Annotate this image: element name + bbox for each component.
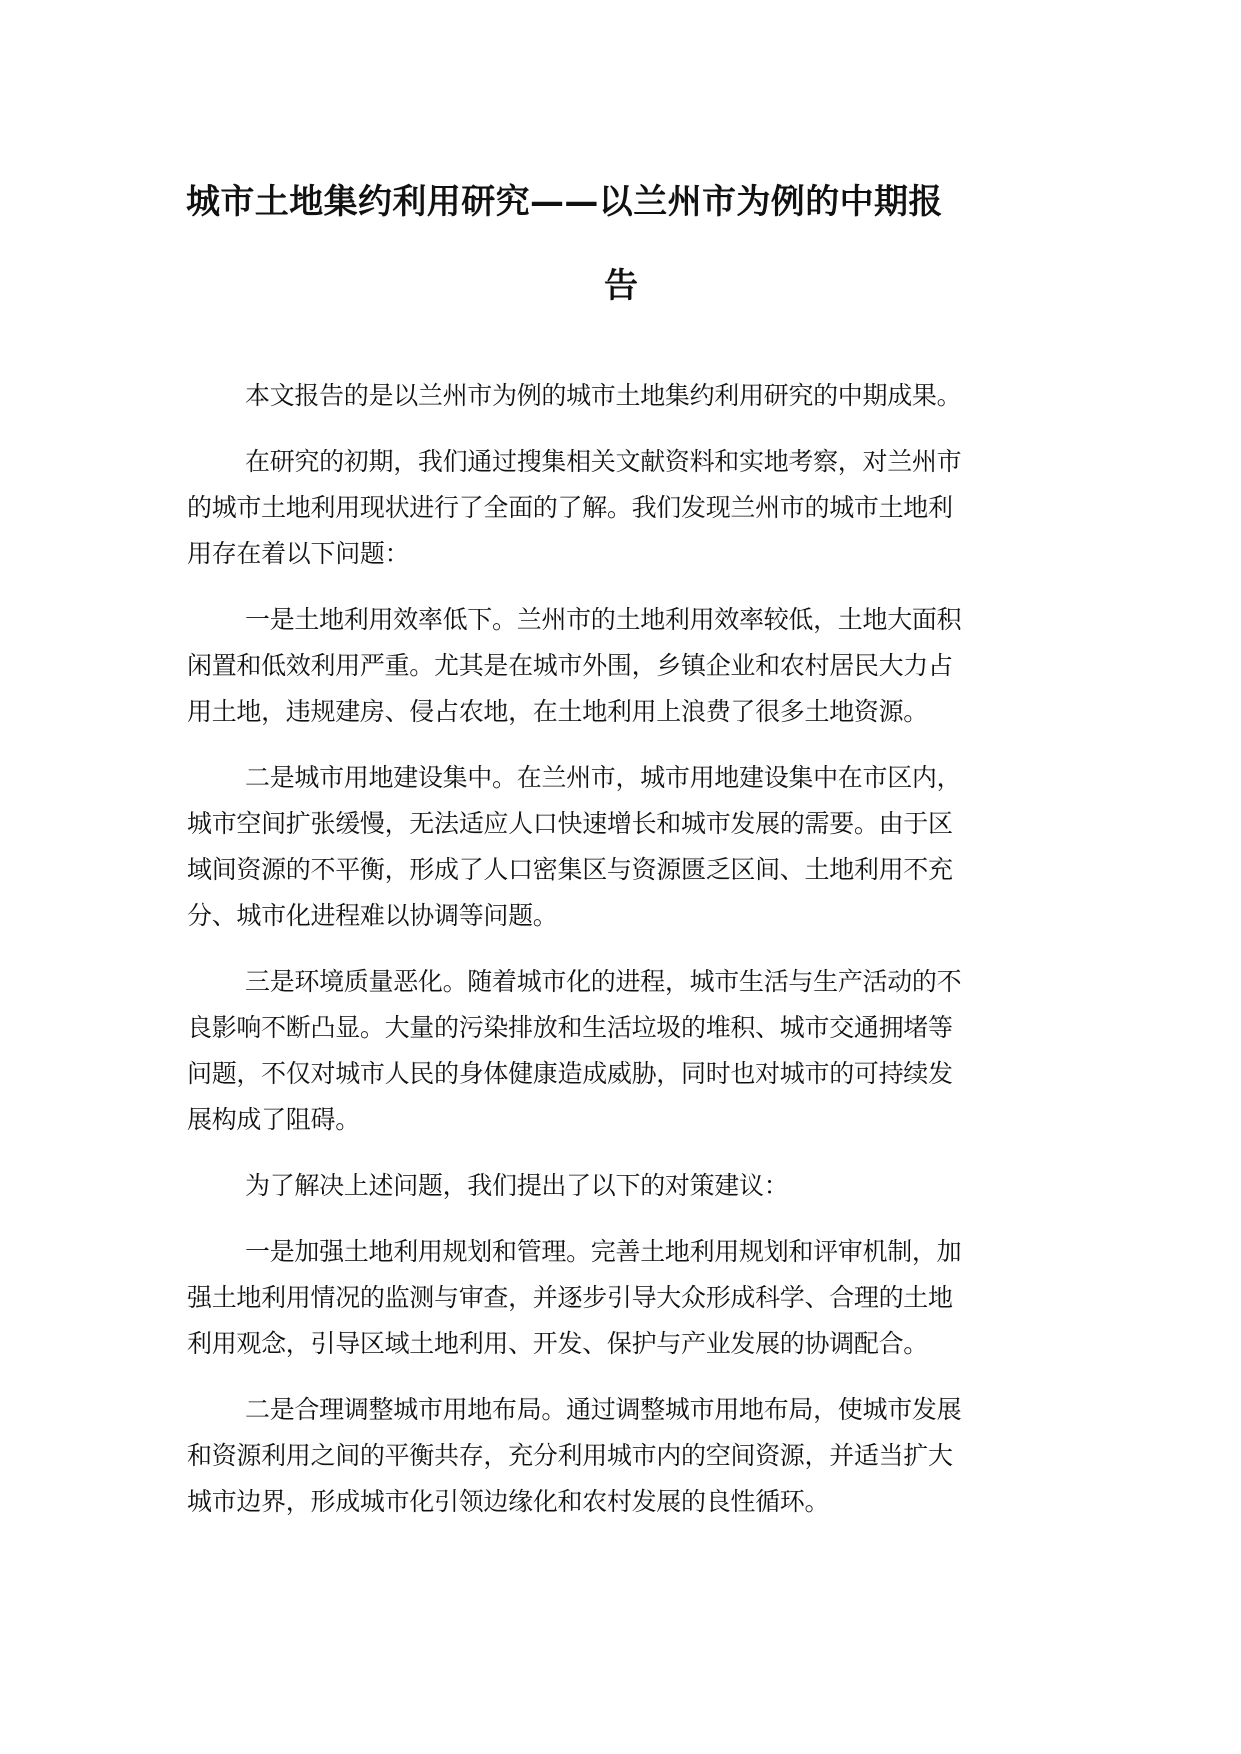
paragraph — [187, 597, 1047, 735]
paragraph — [187, 959, 1047, 1143]
paragraph — [187, 1387, 1047, 1525]
paragraph-line: 用土地，违规建房、侵占农地，在土地利用上浪费了很多土地资源。 — [187, 697, 929, 726]
paragraph-line: 为了解决上述问题，我们提出了以下的对策建议： — [245, 1171, 789, 1200]
paragraph-line: 分、城市化进程难以协调等问题。 — [187, 901, 558, 930]
paragraph-line: 问题，不仅对城市人民的身体健康造成威胁，同时也对城市的可持续发 — [187, 1059, 953, 1088]
paragraph-line: 闲置和低效利用严重。尤其是在城市外围，乡镇企业和农村居民大力占 — [187, 651, 953, 680]
title-line: 告 — [604, 266, 638, 306]
document-title — [186, 160, 1056, 328]
document-body — [187, 373, 1047, 1545]
title-line: 城市土地集约利用研究——以兰州市为例的中期报 — [186, 182, 943, 222]
paragraph — [187, 1229, 1047, 1367]
paragraph-line: 良影响不断凸显。大量的污染排放和生活垃圾的堆积、城市交通拥堵等 — [187, 1013, 953, 1042]
paragraph — [187, 373, 1047, 419]
paragraph-line: 一是加强土地利用规划和管理。完善土地利用规划和评审机制，加 — [245, 1237, 962, 1266]
paragraph-line: 的城市土地利用现状进行了全面的了解。我们发现兰州市的城市土地利 — [187, 493, 953, 522]
paragraph-line: 一是土地利用效率低下。兰州市的土地利用效率较低，土地大面积 — [245, 605, 962, 634]
paragraph-line: 域间资源的不平衡，形成了人口密集区与资源匮乏区间、土地利用不充 — [187, 855, 953, 884]
paragraph-line: 和资源利用之间的平衡共存，充分利用城市内的空间资源，并适当扩大 — [187, 1441, 953, 1470]
paragraph — [187, 755, 1047, 939]
paragraph-line: 本文报告的是以兰州市为例的城市土地集约利用研究的中期成果。 — [245, 381, 962, 410]
paragraph-line: 城市边界，形成城市化引领边缘化和农村发展的良性循环。 — [187, 1487, 830, 1516]
paragraph-line: 二是合理调整城市用地布局。通过调整城市用地布局，使城市发展 — [245, 1395, 962, 1424]
paragraph-line: 强土地利用情况的监测与审查，并逐步引导大众形成科学、合理的土地 — [187, 1283, 953, 1312]
paragraph-line: 在研究的初期，我们通过搜集相关文献资料和实地考察，对兰州市 — [245, 447, 962, 476]
paragraph-line: 二是城市用地建设集中。在兰州市，城市用地建设集中在市区内， — [245, 763, 962, 792]
paragraph — [187, 439, 1047, 577]
paragraph-line: 用存在着以下问题： — [187, 539, 410, 568]
paragraph-line: 展构成了阻碍。 — [187, 1105, 360, 1134]
paragraph — [187, 1163, 1047, 1209]
paragraph-line: 三是环境质量恶化。随着城市化的进程，城市生活与生产活动的不 — [245, 967, 962, 996]
paragraph-line: 利用观念，引导区域土地利用、开发、保护与产业发展的协调配合。 — [187, 1329, 929, 1358]
paragraph-line: 城市空间扩张缓慢，无法适应人口快速增长和城市发展的需要。由于区 — [187, 809, 953, 838]
